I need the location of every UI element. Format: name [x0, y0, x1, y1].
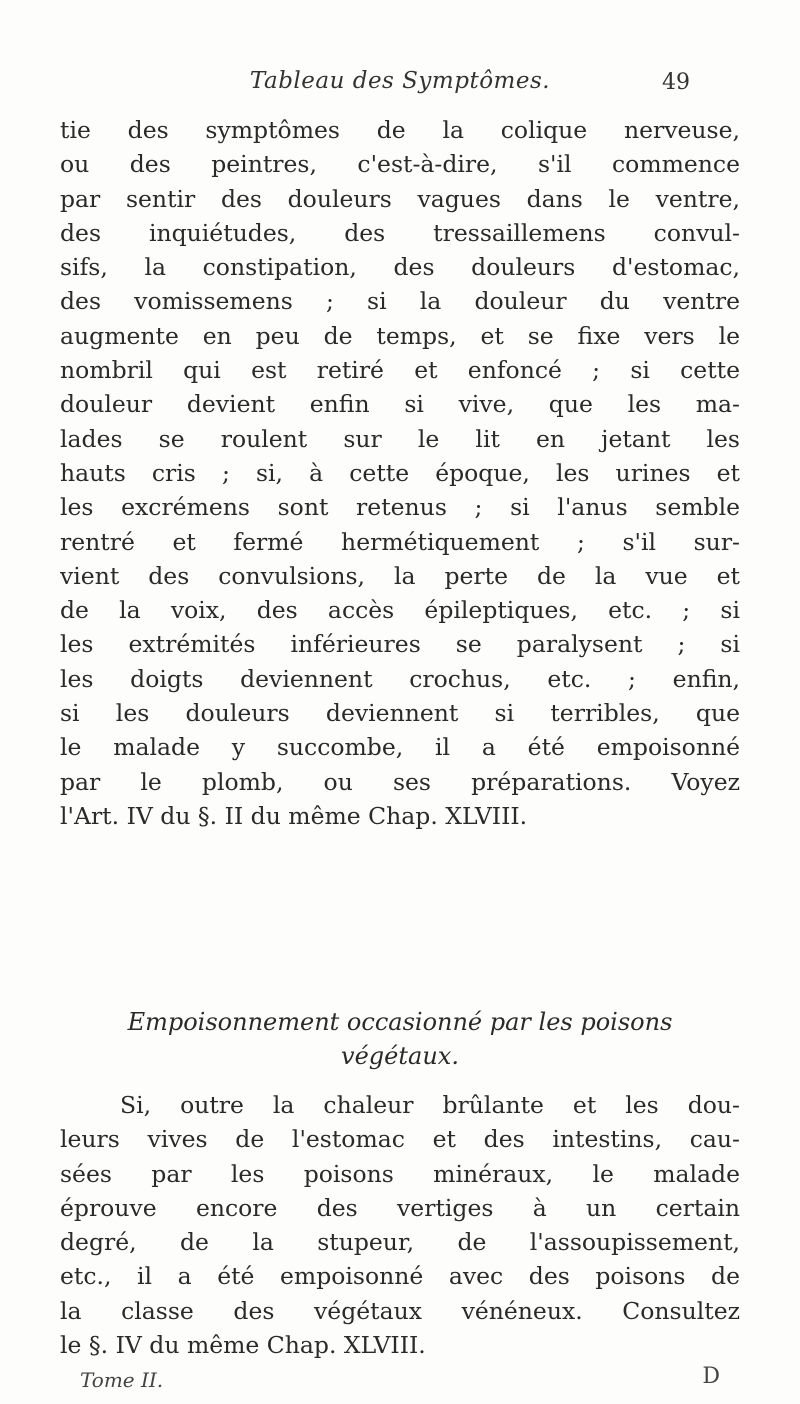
page-footer — [60, 1364, 740, 1398]
text-line: l'Art. IV du §. II du même Chap. XLVIII. — [60, 801, 528, 830]
text-line: des inquiétudes, des tressaillemens convul- — [60, 218, 740, 247]
paragraph-symptoms-lead — [60, 113, 740, 833]
text-line: douleur devient enfin si vive, que les ma- — [60, 390, 740, 419]
text-line: le malade y succombe, il a été empoisonné — [60, 733, 740, 762]
text-line: tie des symptômes de la colique nerveuse, — [60, 116, 740, 144]
text-line: la classe des végétaux vénéneux. Consultez — [60, 1296, 740, 1325]
running-title: Tableau des Symptômes. — [249, 68, 551, 94]
text-line: de la voix, des accès épileptiques, etc. ; si — [60, 596, 740, 625]
text-line: rentré et fermé hermétiquement ; s'il sur- — [60, 527, 740, 556]
text-line: le §. IV du même Chap. XLVIII. — [60, 1331, 426, 1360]
text-line: leurs vives de l'estomac et des intestins, cau- — [60, 1125, 740, 1154]
running-head — [110, 68, 690, 108]
text-line: sées par les poisons minéraux, le malade — [60, 1159, 740, 1188]
paragraph-vegetable-poisons — [60, 1088, 740, 1362]
text-line: Si, outre la chaleur brûlante et les dou- — [120, 1091, 740, 1119]
text-line: etc., il a été empoisonné avec des poisons de — [60, 1262, 740, 1291]
text-line: les excrémens sont retenus ; si l'anus semble — [60, 493, 740, 522]
volume-label: Tome II. — [80, 1368, 164, 1392]
text-line: lades se roulent sur le lit en jetant les — [60, 424, 740, 453]
text-line: les doigts deviennent crochus, etc. ; enfin, — [60, 664, 740, 693]
text-line: augmente en peu de temps, et se fixe vers le — [60, 321, 740, 350]
text-line: ou des peintres, c'est-à-dire, s'il commence — [60, 150, 740, 179]
text-line: vient des convulsions, la perte de la vue et — [60, 561, 740, 590]
signature-mark: D — [702, 1364, 720, 1389]
text-line: degré, de la stupeur, de l'assoupissement, — [60, 1228, 740, 1257]
section-heading — [60, 1005, 740, 1073]
text-line: sifs, la constipation, des douleurs d'estomac, — [60, 253, 740, 282]
text-line: par le plomb, ou ses préparations. Voyez — [60, 767, 740, 796]
text-line: éprouve encore des vertiges à un certain — [60, 1193, 740, 1222]
text-line: des vomissemens ; si la douleur du ventre — [60, 287, 740, 316]
text-line: nombril qui est retiré et enfoncé ; si cette — [60, 356, 740, 385]
section-heading-line: végétaux. — [341, 1042, 459, 1070]
text-line: si les douleurs deviennent si terribles, que — [60, 699, 740, 728]
text-line: par sentir des douleurs vagues dans le ventre, — [60, 184, 740, 213]
text-line: les extrémités inférieures se paralysent ; si — [60, 630, 740, 659]
text-line: hauts cris ; si, à cette époque, les urines et — [60, 458, 740, 487]
section-heading-line: Empoisonnement occasionné par les poisons — [127, 1008, 673, 1036]
page-number: 49 — [662, 70, 690, 95]
